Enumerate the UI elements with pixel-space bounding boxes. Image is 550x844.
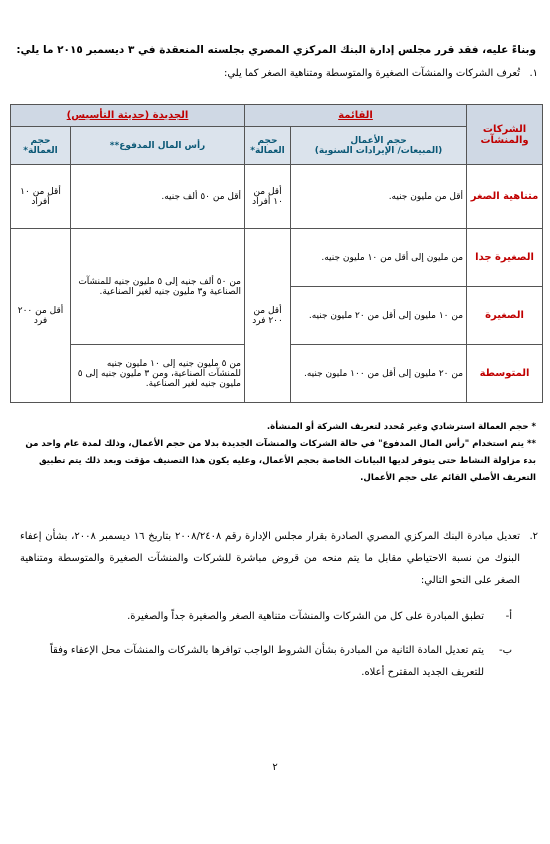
- item-1-number: ١.: [529, 68, 538, 79]
- turnover-medium: من ٢٠ مليون إلى أقل من ١٠٠ مليون جنيه.: [291, 345, 467, 403]
- employees-new-micro: أقل من ١٠ أفراد: [11, 165, 71, 229]
- capital-medium: من ٥ مليون جنيه إلى ١٠ مليون جنيه للمنشآت الصناعية، ومن ٣ مليون جنيه إلى ٥ مليون جنيه لغير الصناعية.: [71, 345, 245, 403]
- sub-item-b: [32, 640, 512, 684]
- item-2-number: ٢.: [529, 531, 538, 542]
- header-new: الجديدة (حديثة التأسيس): [11, 105, 245, 127]
- header-existing: القائمة: [245, 105, 467, 127]
- sub-item-b-text: يتم تعديل المادة الثانية من المبادرة بشأن الشروط الواجب توافرها بالشركات والمنشآت محل الإعفاء وفقاً للتعريف الجديد المقترح أعلاه.: [49, 645, 484, 678]
- header-category: الشركات والمنشآت: [467, 105, 543, 165]
- turnover-small: من ١٠ مليون إلى أقل من ٢٠ مليون جنيه.: [291, 287, 467, 345]
- header-employees-new: حجم العمالة*: [11, 127, 71, 165]
- sub-item-b-label: ب-: [498, 645, 512, 656]
- intro-paragraph: وبناءً عليه، فقد قرر مجلس إدارة البنك المركزي المصري بجلسته المنعقدة في ٣ ديسمبر ٢٠١٥ ما يلي:: [16, 44, 536, 56]
- turnover-very-small: من مليون إلى أقل من ١٠ مليون جنيه.: [291, 229, 467, 287]
- sub-item-a-text: تطبق المبادرة على كل من الشركات والمنشآت متناهية الصغر والصغيرة جداً والصغيرة.: [127, 611, 484, 622]
- category-medium: المتوسطة: [467, 345, 543, 403]
- employees-new-small-medium: أقل من ٢٠٠ فرد: [11, 229, 71, 403]
- header-turnover: حجم الأعمال (المبيعات/ الإيرادات السنوية): [291, 127, 467, 165]
- item-1: [20, 68, 538, 79]
- category-micro: متناهية الصغر: [467, 165, 543, 229]
- item-2-text: تعديل مبادرة البنك المركزي المصري الصادرة بقرار مجلس الإدارة رقم ٢٠٠٨/٢٤٠٨ بتاريخ ١٦ ديسمبر ٢٠٠٨، بشأن إعفاء البنوك من نسبة الاحتياطي مقابل ما يتم منحه من قروض مباشرة للشركات والمنشآت الصغيرة والمتوسطة ومتناهية الصغر على النحو التالي:: [20, 531, 520, 586]
- sme-definition-table: [10, 104, 543, 403]
- employees-existing-small-medium: أقل من ٢٠٠ فرد: [245, 229, 291, 403]
- header-employees-existing: حجم العمالة*: [245, 127, 291, 165]
- category-small: الصغيرة: [467, 287, 543, 345]
- note-employees: * حجم العمالة استرشادي وغير مُحدد لتعريف الشركة أو المنشأة.: [266, 422, 536, 432]
- table-notes: [16, 419, 536, 487]
- employees-existing-micro: أقل من ١٠ أفراد: [245, 165, 291, 229]
- turnover-micro: أقل من مليون جنيه.: [291, 165, 467, 229]
- sub-item-a: [32, 606, 512, 628]
- page-number: ٢: [272, 762, 278, 773]
- item-2: [20, 526, 538, 592]
- item-1-text: تُعرف الشركات والمنشآت الصغيرة والمتوسطة ومتناهية الصغر كما يلي:: [223, 68, 520, 79]
- category-very-small: الصغيرة جدا: [467, 229, 543, 287]
- capital-very-small-small: من ٥٠ ألف جنيه إلى ٥ مليون جنيه للمنشآت الصناعية و٣ مليون جنيه لغير الصناعية.: [71, 229, 245, 345]
- note-capital: ** يتم استخدام "رأس المال المدفوع" في حالة الشركات والمنشآت الجديدة بدلا من حجم الأعمال، وذلك لمدة عام واحد من بدء مزاولة النشاط حتى يتوفر لديها البيانات الخاصة بحجم الأعمال، وعليه يكون هذا التصنيف مؤقت وبعد ذلك يتم تطبيق التعريف الأصلي القائم على حجم الأعمال.: [25, 439, 536, 483]
- header-capital: رأس المال المدفوع**: [71, 127, 245, 165]
- sub-item-a-label: أ-: [505, 611, 512, 622]
- capital-micro: أقل من ٥٠ ألف جنيه.: [71, 165, 245, 229]
